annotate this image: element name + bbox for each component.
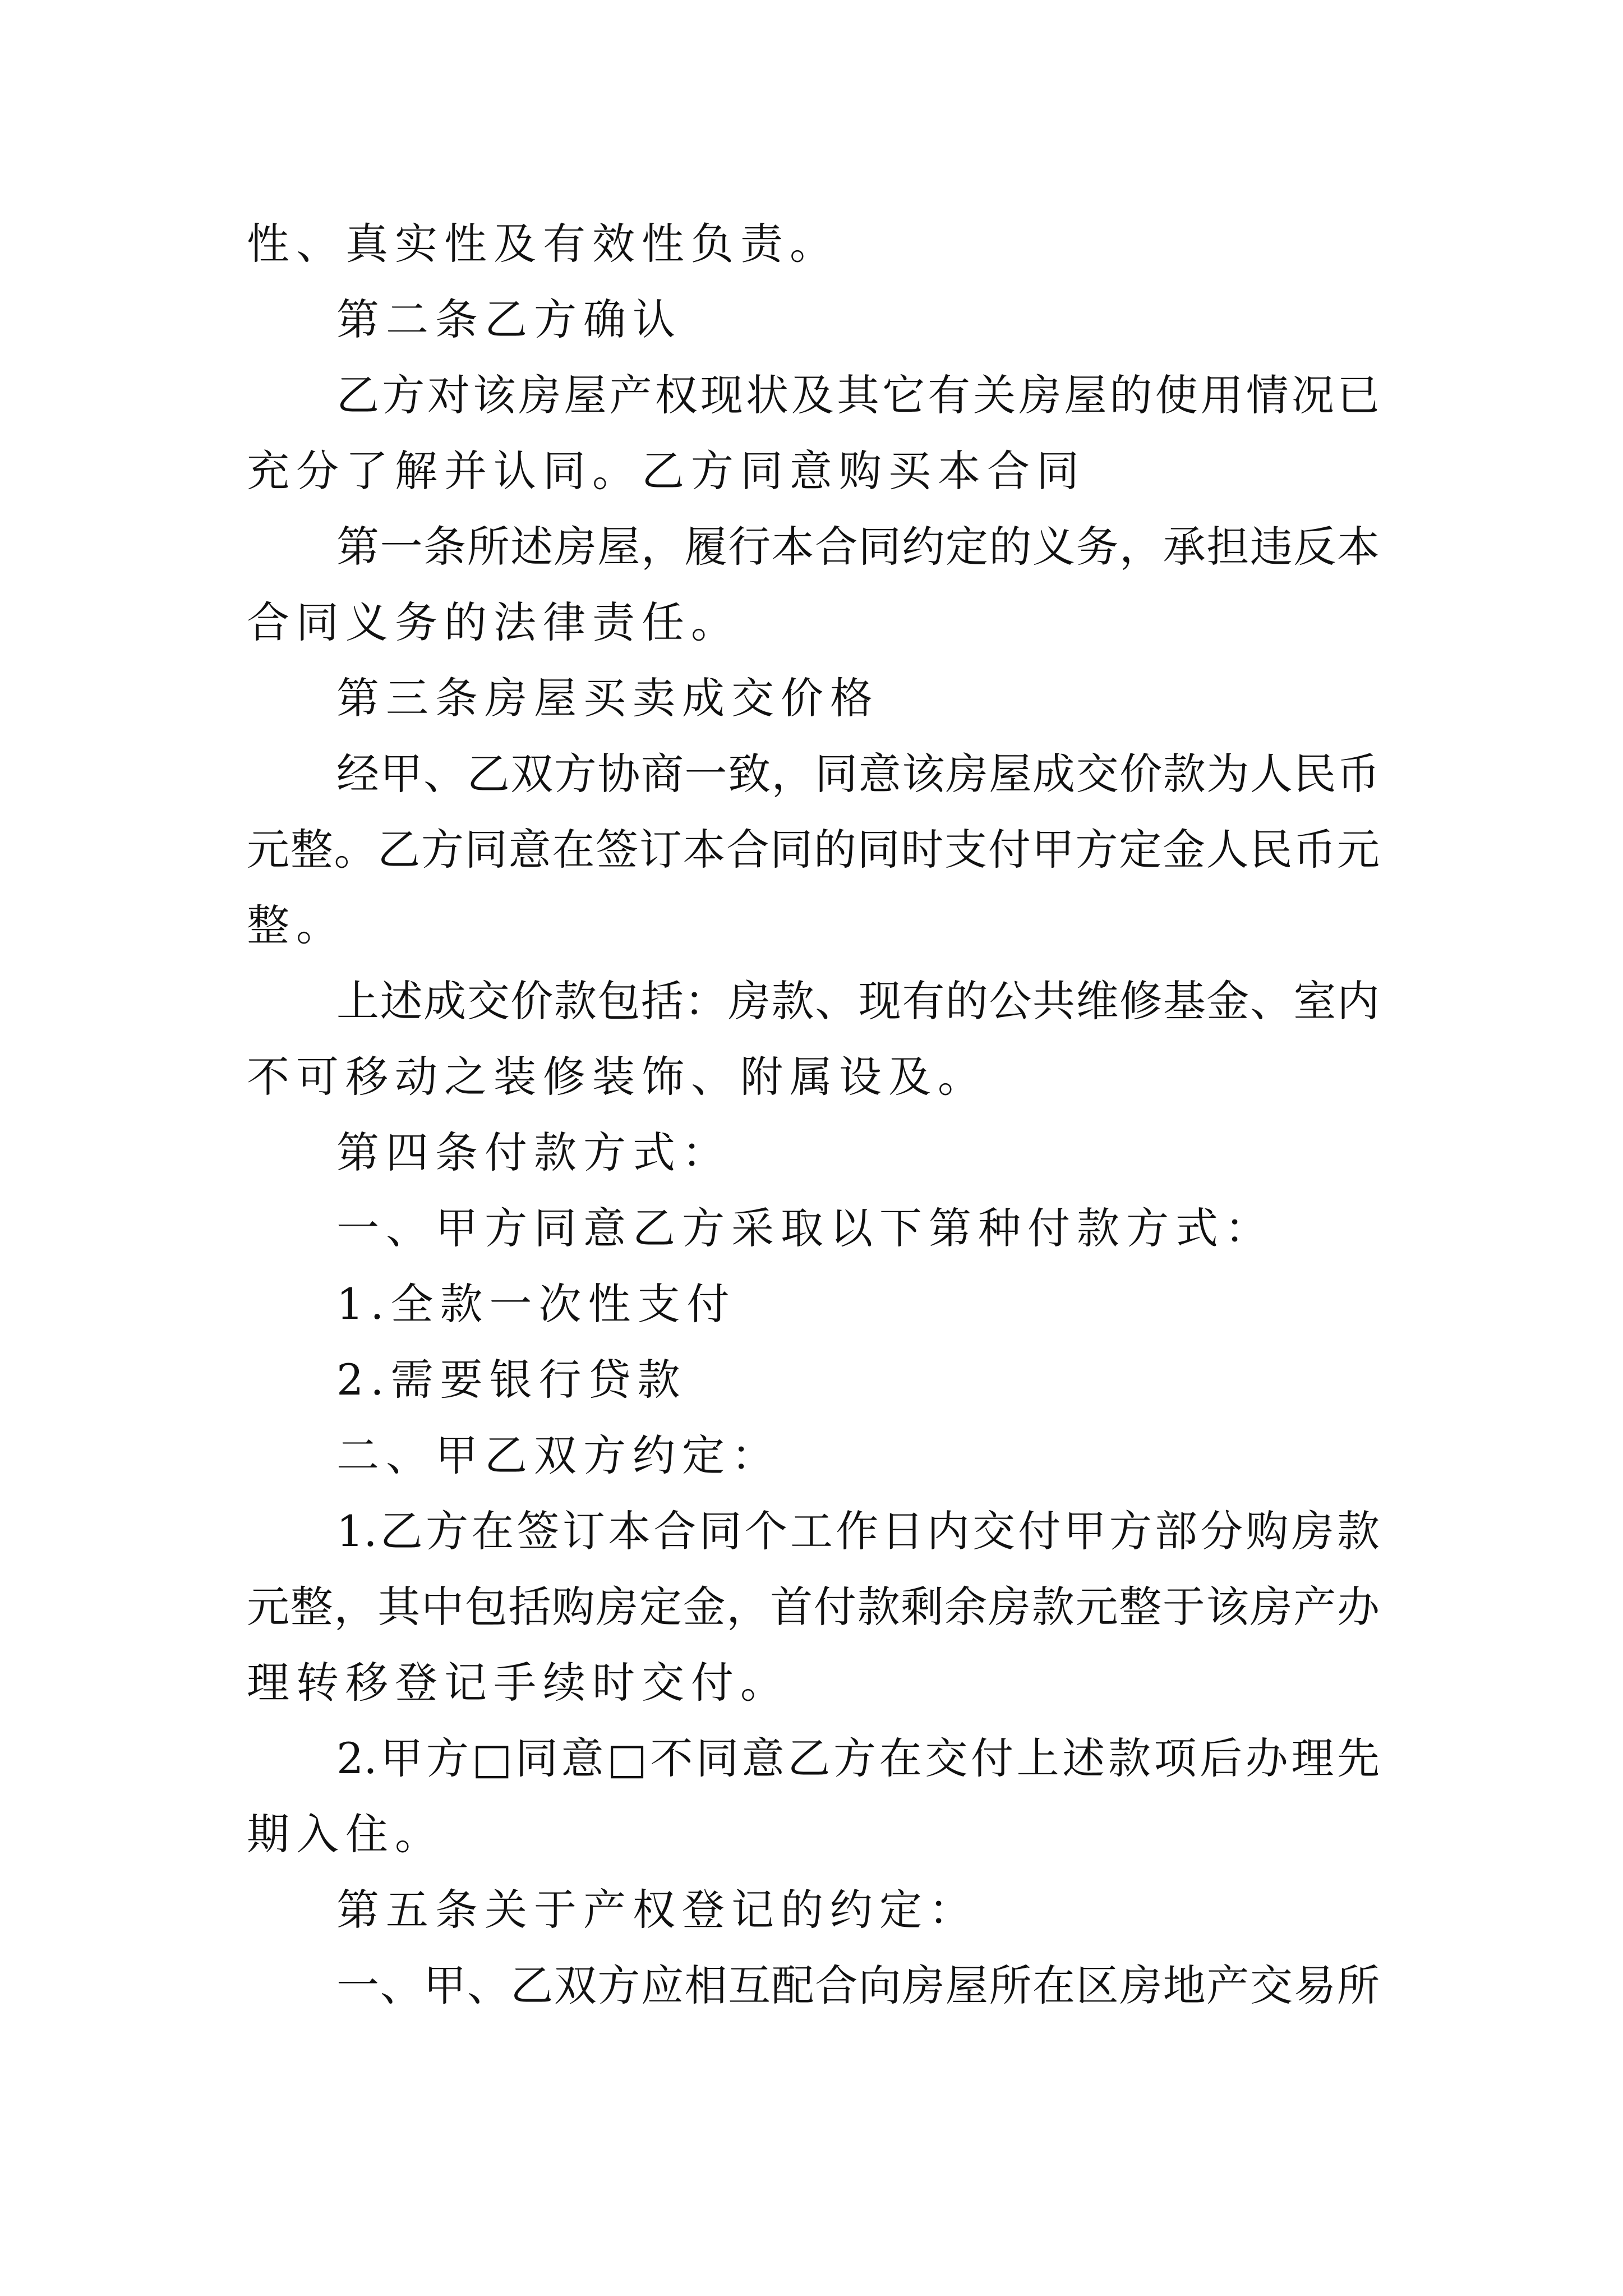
- text-line: 合同义务的法律责任。: [247, 597, 740, 647]
- text-line: 不可移动之装修装饰、附属设及。: [247, 1052, 987, 1102]
- text-line: 一、甲、乙双方应相互配合向房屋所在区房地产交易所: [336, 1961, 1380, 2010]
- text-line: 一、甲方同意乙方采取以下第种付款方式：: [336, 1203, 1274, 1253]
- text-line: 充分了解并认同。乙方同意购买本合同: [247, 446, 1086, 496]
- text-line: 期入住。: [247, 1809, 444, 1859]
- text-line: 第一条所述房屋，履行本合同约定的义务，承担违反本: [336, 522, 1380, 572]
- text-line: 乙方对该房屋产权现状及其它有关房屋的使用情况已: [336, 370, 1380, 420]
- section-heading: 第五条关于产权登记的约定：: [336, 1885, 978, 1935]
- section-heading: 第二条乙方确认: [336, 295, 682, 344]
- text-line: 上述成交价款包括：房款、现有的公共维修基金、室内: [336, 976, 1380, 1026]
- section-heading: 第三条房屋买卖成交价格: [336, 673, 879, 723]
- text-line: 整。: [247, 900, 345, 950]
- text-line: 二、甲乙双方约定：: [336, 1430, 781, 1480]
- text-line: 元整，其中包括购房定金，首付款剩余房款元整于该房产办: [247, 1582, 1380, 1632]
- text-line: 理转移登记手续时交付。: [247, 1658, 790, 1708]
- list-item: 2.甲方□同意□不同意乙方在交付上述款项后办理先: [336, 1733, 1380, 1783]
- section-heading: 第四条付款方式：: [336, 1128, 731, 1177]
- text-line: 性、真实性及有效性负责。: [247, 219, 839, 269]
- text-line: 元整。乙方同意在签订本合同的同时支付甲方定金人民币元: [247, 825, 1380, 875]
- text-line: 经甲、乙双方协商一致，同意该房屋成交价款为人民币: [336, 749, 1380, 799]
- list-item: 2.需要银行贷款: [336, 1355, 687, 1405]
- list-item: 1.全款一次性支付: [336, 1279, 736, 1329]
- list-item: 1.乙方在签订本合同个工作日内交付甲方部分购房款: [336, 1506, 1380, 1556]
